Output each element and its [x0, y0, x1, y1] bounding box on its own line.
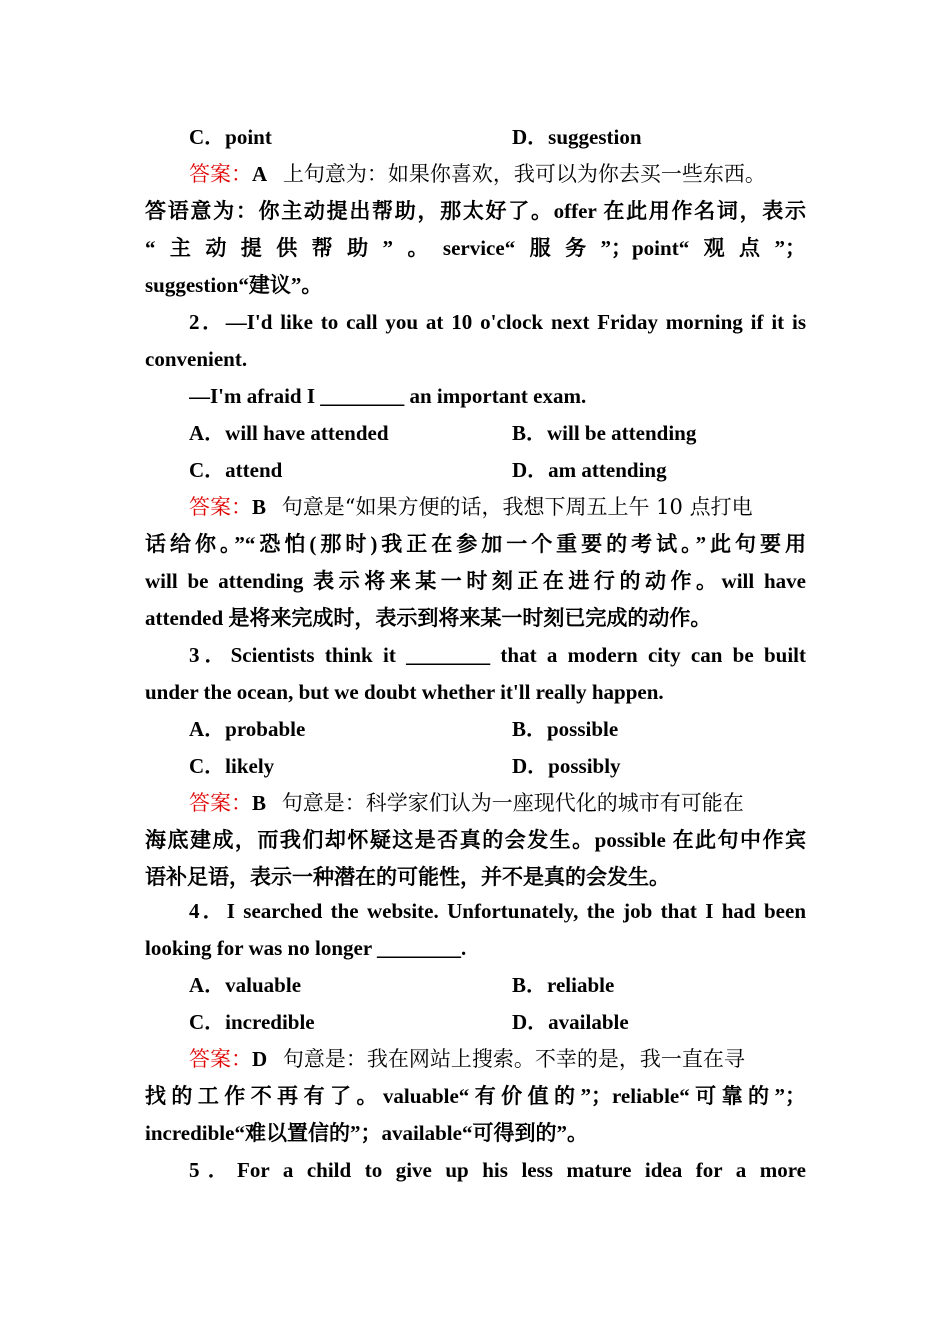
q2-explanation-line: will be attending 表示将来某一时刻正在进行的动作。will have [145, 569, 806, 593]
q1-answer-line [189, 156, 806, 193]
q4-stem: looking for was no longer ________. [145, 936, 467, 960]
q3-stem: under the ocean, but we doubt whether it'll really happen. [145, 680, 664, 704]
q4-explanation-line: incredible“难以置信的”；available“可得到的”。 [145, 1121, 588, 1145]
q5-stem: 5．For a child to give up his less mature idea for a more [189, 1158, 806, 1182]
answer-label: 答案： [189, 1047, 252, 1071]
explanation-text: 上句意为：如果你喜欢，我可以为你去买一些东西。 [282, 162, 766, 186]
q4-option-c: C．incredible [189, 1010, 315, 1034]
q3-explanation-line: 海底建成，而我们却怀疑这是否真的会发生。possible 在此句中作宾 [145, 828, 806, 852]
q1-explanation-line: 答语意为：你主动提出帮助，那太好了。offer 在此用作名词，表示 [145, 199, 806, 223]
q3-stem: 3．Scientists think it ________ that a modern city can be built [189, 643, 806, 667]
answer-label: 答案： [189, 162, 252, 186]
q3-explanation-line: 语补足语，表示一种潜在的可能性，并不是真的会发生。 [145, 865, 670, 889]
q2-option-b: B．will be attending [512, 421, 697, 445]
q2-answer-line [189, 489, 806, 526]
answer-letter: D [252, 1047, 268, 1071]
q1-explanation-line: “主动提供帮助”。service“服务”；point“观点”； [145, 236, 806, 260]
answer-label: 答案： [189, 495, 252, 519]
q1-explanation-line: suggestion“建议”。 [145, 273, 323, 297]
explanation-text: 句意是：我在网站上搜索。不幸的是，我一直在寻 [282, 1047, 745, 1071]
answer-letter: B [252, 495, 267, 519]
explanation-text: 句意是：科学家们认为一座现代化的城市有可能在 [281, 791, 744, 815]
q4-answer-line [189, 1041, 806, 1078]
q3-option-b: B．possible [512, 717, 619, 741]
q1-option-d: D．suggestion [512, 125, 642, 149]
q3-option-a: A．probable [189, 717, 306, 741]
q2-stem: —I'm afraid I ________ an important exam. [189, 384, 587, 408]
answer-label: 答案： [189, 791, 252, 815]
q4-option-d: D．available [512, 1010, 629, 1034]
answer-letter: A [252, 162, 268, 186]
explanation-text: 句意是“如果方便的话，我想下周五上午 10 点打电 [281, 495, 753, 519]
q2-explanation-line: 话给你。”“恐怕(那时)我正在参加一个重要的考试。”此句要用 [145, 532, 806, 556]
answer-letter: B [252, 791, 267, 815]
q3-option-c: C．likely [189, 754, 275, 778]
q2-explanation-line: attended 是将来完成时，表示到将来某一时刻已完成的动作。 [145, 606, 712, 630]
q2-option-d: D．am attending [512, 458, 667, 482]
q2-stem: convenient. [145, 347, 248, 371]
q2-stem: 2．—I'd like to call you at 10 o'clock next Friday morning if it is [189, 310, 806, 334]
q4-option-b: B．reliable [512, 973, 615, 997]
q2-option-c: C．attend [189, 458, 283, 482]
q4-explanation-line: 找的工作不再有了。valuable“有价值的”；reliable“可靠的”； [145, 1084, 806, 1108]
q2-option-a: A．will have attended [189, 421, 389, 445]
q3-option-d: D．possibly [512, 754, 621, 778]
q4-option-a: A．valuable [189, 973, 302, 997]
q1-option-c: C．point [189, 125, 272, 149]
q3-answer-line [189, 785, 806, 822]
q4-stem: 4．I searched the website. Unfortunately, the job that I had been [189, 899, 806, 923]
